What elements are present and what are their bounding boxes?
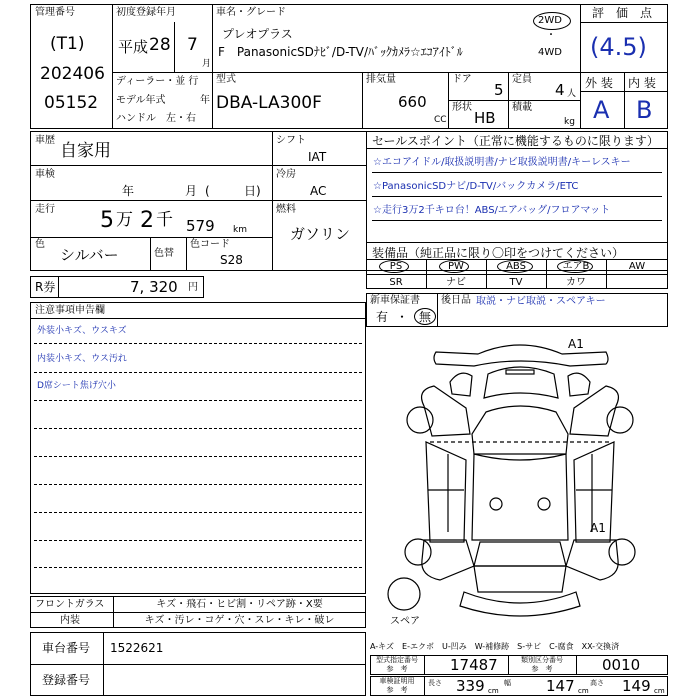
capacity-unit: 人 — [567, 89, 577, 99]
capacity-label: 定員 — [512, 74, 532, 85]
recycle-unit: 円 — [188, 282, 198, 293]
height-value: 149 — [622, 677, 651, 695]
notes-section — [30, 302, 366, 594]
exterior-label: 外 装 — [585, 76, 613, 90]
displacement-value: 660 — [398, 93, 427, 111]
attachments-label: 後日品 — [441, 295, 471, 306]
length-unit: cm — [488, 687, 499, 695]
model-year-unit: 年 — [200, 95, 210, 106]
interior-label: 内 装 — [628, 76, 656, 90]
equipment-sr: SR — [389, 277, 403, 288]
class-label: 類別区分番号 — [521, 656, 563, 664]
drive-4wd: 4WD — [538, 47, 562, 58]
load-label: 積載 — [512, 102, 532, 113]
width-label: 幅 — [504, 679, 511, 687]
door-value: 5 — [494, 81, 504, 99]
warranty-dot: ・ — [396, 310, 409, 324]
ac-label: 冷房 — [276, 169, 296, 180]
top-section — [30, 4, 668, 129]
registration-label: 初度登録年月 — [116, 7, 176, 18]
equipment-abs: ABS — [506, 261, 526, 272]
equipment-ps: PS — [389, 261, 403, 272]
class-value: 0010 — [602, 656, 641, 674]
shape-value: HB — [474, 109, 496, 127]
shape-label: 形状 — [452, 102, 472, 113]
equipment-navi: ナビ — [446, 277, 466, 288]
inspection-label: 車検 — [35, 169, 55, 180]
chassis-value: 1522621 — [110, 641, 164, 655]
sales-point-item: ☆PanasonicSDナビ/D-TV/バックカメラ/ETC — [373, 181, 579, 192]
color-value: シルバー — [60, 246, 119, 264]
model-year-label: モデル年式 — [116, 95, 166, 106]
chassis-label: 車台番号 — [42, 641, 91, 655]
inspection-day-unit: 日) — [244, 184, 261, 198]
shift-label: シフト — [276, 135, 306, 146]
history-label: 車歴 — [35, 135, 55, 146]
mileage-label: 走行 — [35, 204, 55, 215]
dealer-label: ディーラー・並 行 — [116, 76, 199, 87]
damage-legend: A-キズ E-エクボ U-凹み W-補修跡 S-サビ C-腐食 XX-交換済 — [370, 642, 620, 651]
fuel-label: 燃料 — [276, 204, 296, 215]
displacement-label: 排気量 — [366, 74, 396, 85]
mileage-unit: km — [233, 225, 247, 235]
lot-number-line1: 202406 — [40, 64, 105, 84]
height-label: 高さ — [590, 679, 604, 687]
venue-code: (T1) — [50, 34, 85, 54]
registration-era: 平成 — [118, 38, 149, 56]
registration-month: 7 — [187, 35, 198, 55]
note-line: 外装小キズ、ウスキズ — [37, 326, 127, 336]
width-value: 147 — [546, 677, 575, 695]
drive-2wd: 2WD — [538, 15, 562, 26]
damage-mark-front: A1 — [568, 337, 584, 351]
mileage-sen-number: 2 — [140, 208, 154, 233]
exterior-grade: A — [593, 96, 610, 124]
equipment-label: 装備品（純正品に限り〇印をつけてください） — [372, 246, 625, 260]
notes-label: 注意事項申告欄 — [35, 305, 105, 316]
handle-label: ハンドル 左・右 — [116, 113, 196, 124]
designation-ref: 参 考 — [386, 665, 408, 673]
designation-label: 型式指定番号 — [376, 656, 418, 664]
attachments-value: 取説・ナビ取説・スペアキー — [476, 296, 606, 307]
warranty-yes: 有 — [376, 310, 389, 324]
displacement-unit: CC — [434, 115, 447, 125]
inspection-paren: ( — [205, 184, 210, 198]
designation-value: 17487 — [450, 656, 498, 674]
history-value: 自家用 — [60, 141, 111, 161]
plate-label: 登録番号 — [42, 673, 91, 687]
equipment-aw: AW — [628, 261, 646, 272]
repaint-label: 色替 — [154, 248, 174, 259]
inspection-year-unit: 年 — [122, 184, 135, 198]
color-code-label: 色コード — [190, 239, 230, 250]
capacity-value: 4 — [555, 81, 565, 99]
note-line: D席シート焦げ穴小 — [37, 381, 116, 391]
management-label: 管理番号 — [35, 7, 75, 18]
model-label: 車名・グレード — [216, 7, 286, 18]
damage-mark-side: A1 — [590, 521, 606, 535]
registration-month-unit: 月 — [202, 59, 212, 69]
model-name: プレオプラス — [222, 27, 293, 41]
front-glass-options: キズ・飛石・ヒビ割・リペア跡・X要 — [156, 599, 323, 610]
sales-point-item: ☆走行3万2千キロ台！ABS/エアバッグ/フロアマット — [373, 205, 611, 216]
interior-grade: B — [636, 96, 653, 124]
score-value: (4.5) — [590, 33, 647, 61]
inspection-month-unit: 月 — [185, 184, 198, 198]
length-value: 339 — [456, 677, 485, 695]
lot-number-line2: 05152 — [44, 93, 99, 113]
registration-year: 28 — [149, 35, 171, 55]
color-label: 色 — [35, 239, 45, 250]
class-ref: 参 考 — [531, 665, 553, 673]
type-value: DBA-LA300F — [216, 93, 322, 113]
mileage-sen: 千 — [156, 210, 173, 230]
height-unit: cm — [654, 687, 665, 695]
warranty-no: 無 — [419, 310, 432, 324]
color-code-value: S28 — [220, 253, 243, 267]
recycle-label: R券 — [35, 280, 56, 294]
fuel-value: ガソリン — [290, 225, 351, 243]
load-unit: kg — [564, 117, 575, 127]
mileage-man-number: 5 — [100, 208, 114, 233]
dimensions-label: 車検証明用 — [379, 677, 415, 685]
recycle-row — [30, 276, 204, 298]
note-line: 内装小キズ、ウス汚れ — [37, 354, 127, 364]
equipment-airbag: エアB — [562, 261, 590, 272]
spare-label: スペア — [390, 616, 420, 627]
car-damage-diagram — [370, 330, 668, 628]
door-label: ドア — [452, 74, 472, 85]
model-grade: F PanasonicSDﾅﾋﾞ/D-TV/ﾊﾞｯｸｶﾒﾗ☆ｴｺｱｲﾄﾞﾙ — [218, 45, 463, 59]
ac-value: AC — [310, 184, 327, 198]
mileage-rest: 579 — [186, 217, 215, 235]
drive-dot: ・ — [546, 30, 556, 41]
interior-condition-label: 内装 — [60, 615, 80, 626]
equipment-tv: TV — [509, 277, 523, 288]
score-label: 評 価 点 — [592, 6, 653, 20]
sales-point-item: ☆エコアイドル/取扱説明書/ナビ取扱説明書/キーレスキー — [373, 157, 631, 168]
shift-value: IAT — [308, 150, 327, 164]
type-label: 型式 — [216, 74, 236, 85]
interior-condition-options: キズ・汚レ・コゲ・穴・スレ・キレ・破レ — [144, 615, 335, 626]
mileage-man: 万 — [116, 210, 133, 230]
warranty-label: 新車保証書 — [370, 295, 420, 306]
recycle-value: 7, 320 — [130, 278, 178, 296]
equipment-leather: カワ — [566, 277, 586, 288]
sales-points-label: セールスポイント（正常に機能するものに限ります） — [372, 134, 659, 148]
width-unit: cm — [578, 687, 589, 695]
equipment-pw: PW — [448, 261, 464, 272]
length-label: 長さ — [428, 679, 442, 687]
front-glass-label: フロントガラス — [35, 599, 105, 610]
dimensions-ref: 参 考 — [386, 686, 408, 694]
